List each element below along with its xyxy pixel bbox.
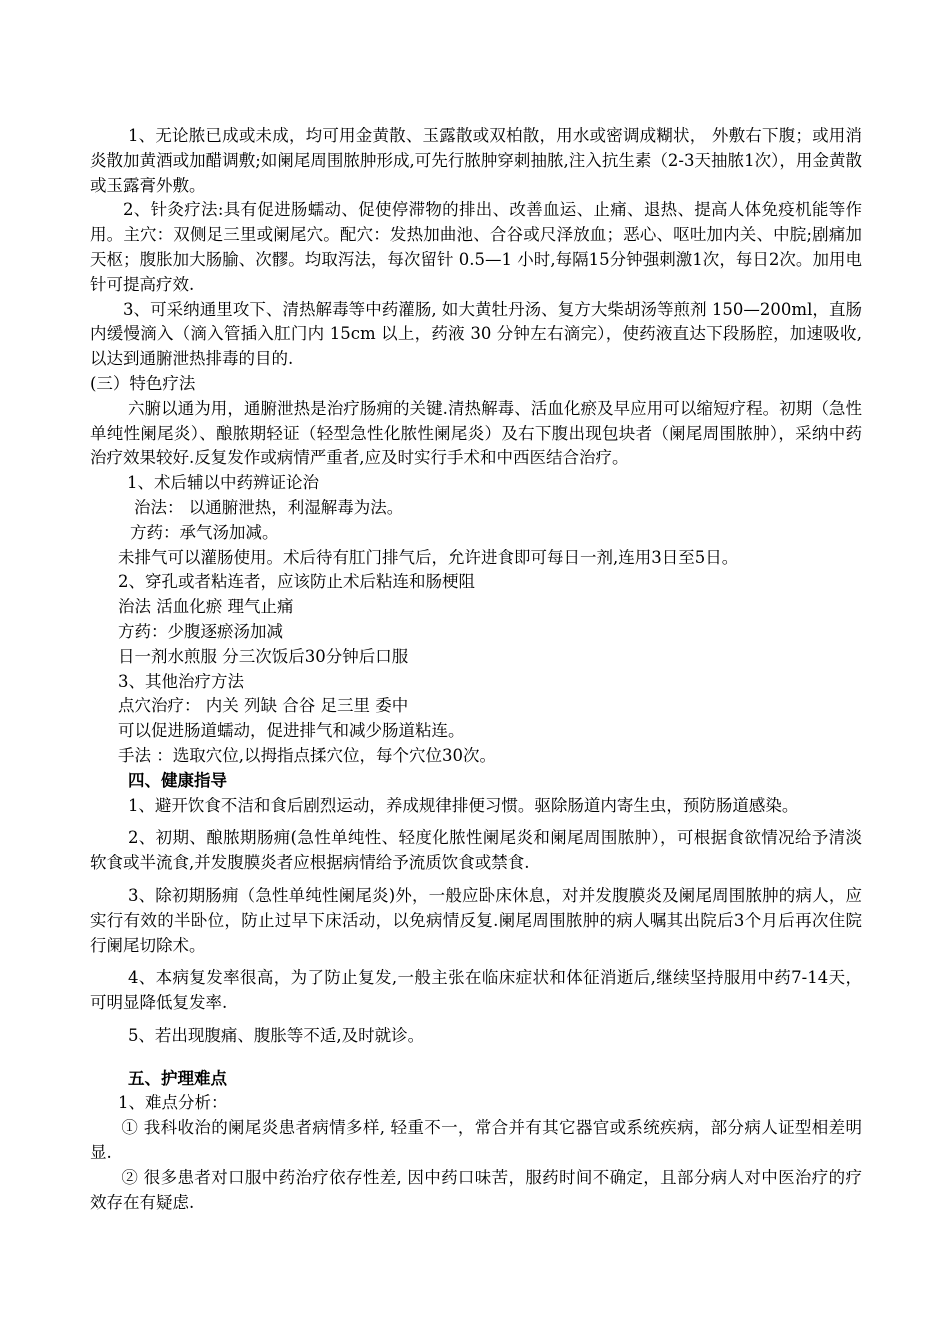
item-difficulty-analysis: 1、难点分析： [118, 1093, 228, 1113]
item-enema-note: 未排气可以灌肠使用。术后待有肛门排气后，允许进食即可每日一剂,连用3日至5日。 [118, 547, 739, 567]
paragraph-enema: 3、可采纳通里攻下、清热解毒等中药灌肠, 如大黄牡丹汤、复方大柴胡汤等煎剂 150—200ml，直肠内缓慢滴入（滴入管插入肛门内 15cm 以上，药液 30 分钟左右滴完），使药液直达下段肠腔，加速吸收, 以达到通腑泄热排毒的目的. [90, 299, 862, 369]
paragraph-acupuncture: 2、针灸疗法:具有促进肠蠕动、促使停滞物的排出、改善血运、止痛、退热、提高人体免疫机能等作用。主穴：双侧足三里或阑尾穴。配穴：发热加曲池、合谷或尺泽放血；恶心、呕吐加内关、中脘;剧痛加天枢；腹胀加大肠腧、次髎。均取泻法，每次留针 0.5—1 小时,每隔15分钟强刺激1次，每日2次。加用电针可提高疗效. [90, 200, 862, 294]
paragraph-guidance-5: 5、若出现腹痛、腹胀等不适,及时就诊。 [127, 1025, 425, 1045]
item-prescription-2: 方药：少腹逐瘀汤加减 [118, 621, 283, 641]
item-other-methods: 3、其他治疗方法 [118, 671, 244, 691]
paragraph-guidance-2: 2、初期、酿脓期肠痈(急性单纯性、轻度化脓性阑尾炎和阑尾周围脓肿），可根据食欲情况给予清淡软食或半流食,并发腹膜炎者应根据病情给予流质饮食或禁食. [90, 828, 862, 873]
paragraph-guidance-1: 1、避开饮食不洁和食后剧烈运动，养成规律排便习惯。驱除肠道内寄生虫，预防肠道感染。 [127, 795, 799, 815]
item-perforation: 2、穿孔或者粘连者，应该防止术后粘连和肠梗阻 [118, 572, 475, 592]
paragraph-external-application: 1、无论脓已成或未成，均可用金黄散、玉露散或双柏散，用水或密调成糊状， 外敷右下腹；或用消炎散加黄酒或加醋调敷;如阑尾周围脓肿形成,可先行脓肿穿刺抽脓,注入抗生素（2-3天抽脓1次），用金黄散或玉露膏外敷。 [90, 126, 862, 195]
paragraph-difficulty-1: ① 我科收治的阑尾炎患者病情多样, 轻重不一，常合并有其它器官或系统疾病，部分病人证型相差明显. [90, 1118, 862, 1163]
paragraph-special-therapy: 六腑以通为用，通腑泄热是治疗肠痈的关键.清热解毒、活血化瘀及早应用可以缩短疗程。初期（急性单纯性阑尾炎）、酿脓期轻证（轻型急性化脓性阑尾炎）及右下腹出现包块者（阑尾周围脓肿），采纳中药治疗效果较好.反复发作或病情严重者,应及时实行手术和中西医结合治疗。 [90, 398, 862, 468]
item-acupoint-effect: 可以促进肠道蠕动，促进排气和减少肠道粘连。 [118, 721, 465, 741]
item-prescription: 方药：承气汤加减。 [130, 522, 279, 542]
section-heading-nursing-difficulties: 五、护理难点 [128, 1068, 227, 1088]
paragraph-guidance-3: 3、除初期肠痈（急性单纯性阑尾炎)外，一般应卧床休息，对并发腹膜炎及阑尾周围脓肿的病人，应实行有效的半卧位，防止过早下床活动，以免病情反复.阑尾周围脓肿的病人嘱其出院后3个月后再次住院行阑尾切除术。 [90, 885, 862, 955]
document-body [90, 124, 862, 1215]
paragraph-guidance-4: 4、本病复发率很高，为了防止复发,一般主张在临床症状和体征消逝后,继续坚持服用中药7-14天，可明显降低复发率. [90, 968, 862, 1013]
item-treatment-principle: 治法： 以通腑泄热，利湿解毒为法。 [134, 497, 404, 517]
section-heading-health-guidance: 四、健康指导 [128, 770, 227, 790]
item-dosage: 日一剂水煎服 分三次饭后30分钟后口服 [118, 646, 409, 666]
item-postop-tcm: 1、术后辅以中药辨证论治 [127, 473, 319, 493]
section-heading-special-therapy: (三）特色疗法 [90, 373, 196, 393]
paragraph-difficulty-2: ② 很多患者对口服中药治疗依存性差, 因中药口味苦，服药时间不确定，且部分病人对中医治疗的疗效存在有疑虑. [90, 1167, 862, 1212]
item-treatment-principle-2: 治法 活血化瘀 理气止痛 [118, 597, 294, 617]
item-acupoint-therapy: 点穴治疗： 内关 列缺 合谷 足三里 委中 [118, 696, 409, 716]
item-technique: 手法 ：选取穴位,以拇指点揉穴位，每个穴位30次。 [118, 745, 496, 765]
